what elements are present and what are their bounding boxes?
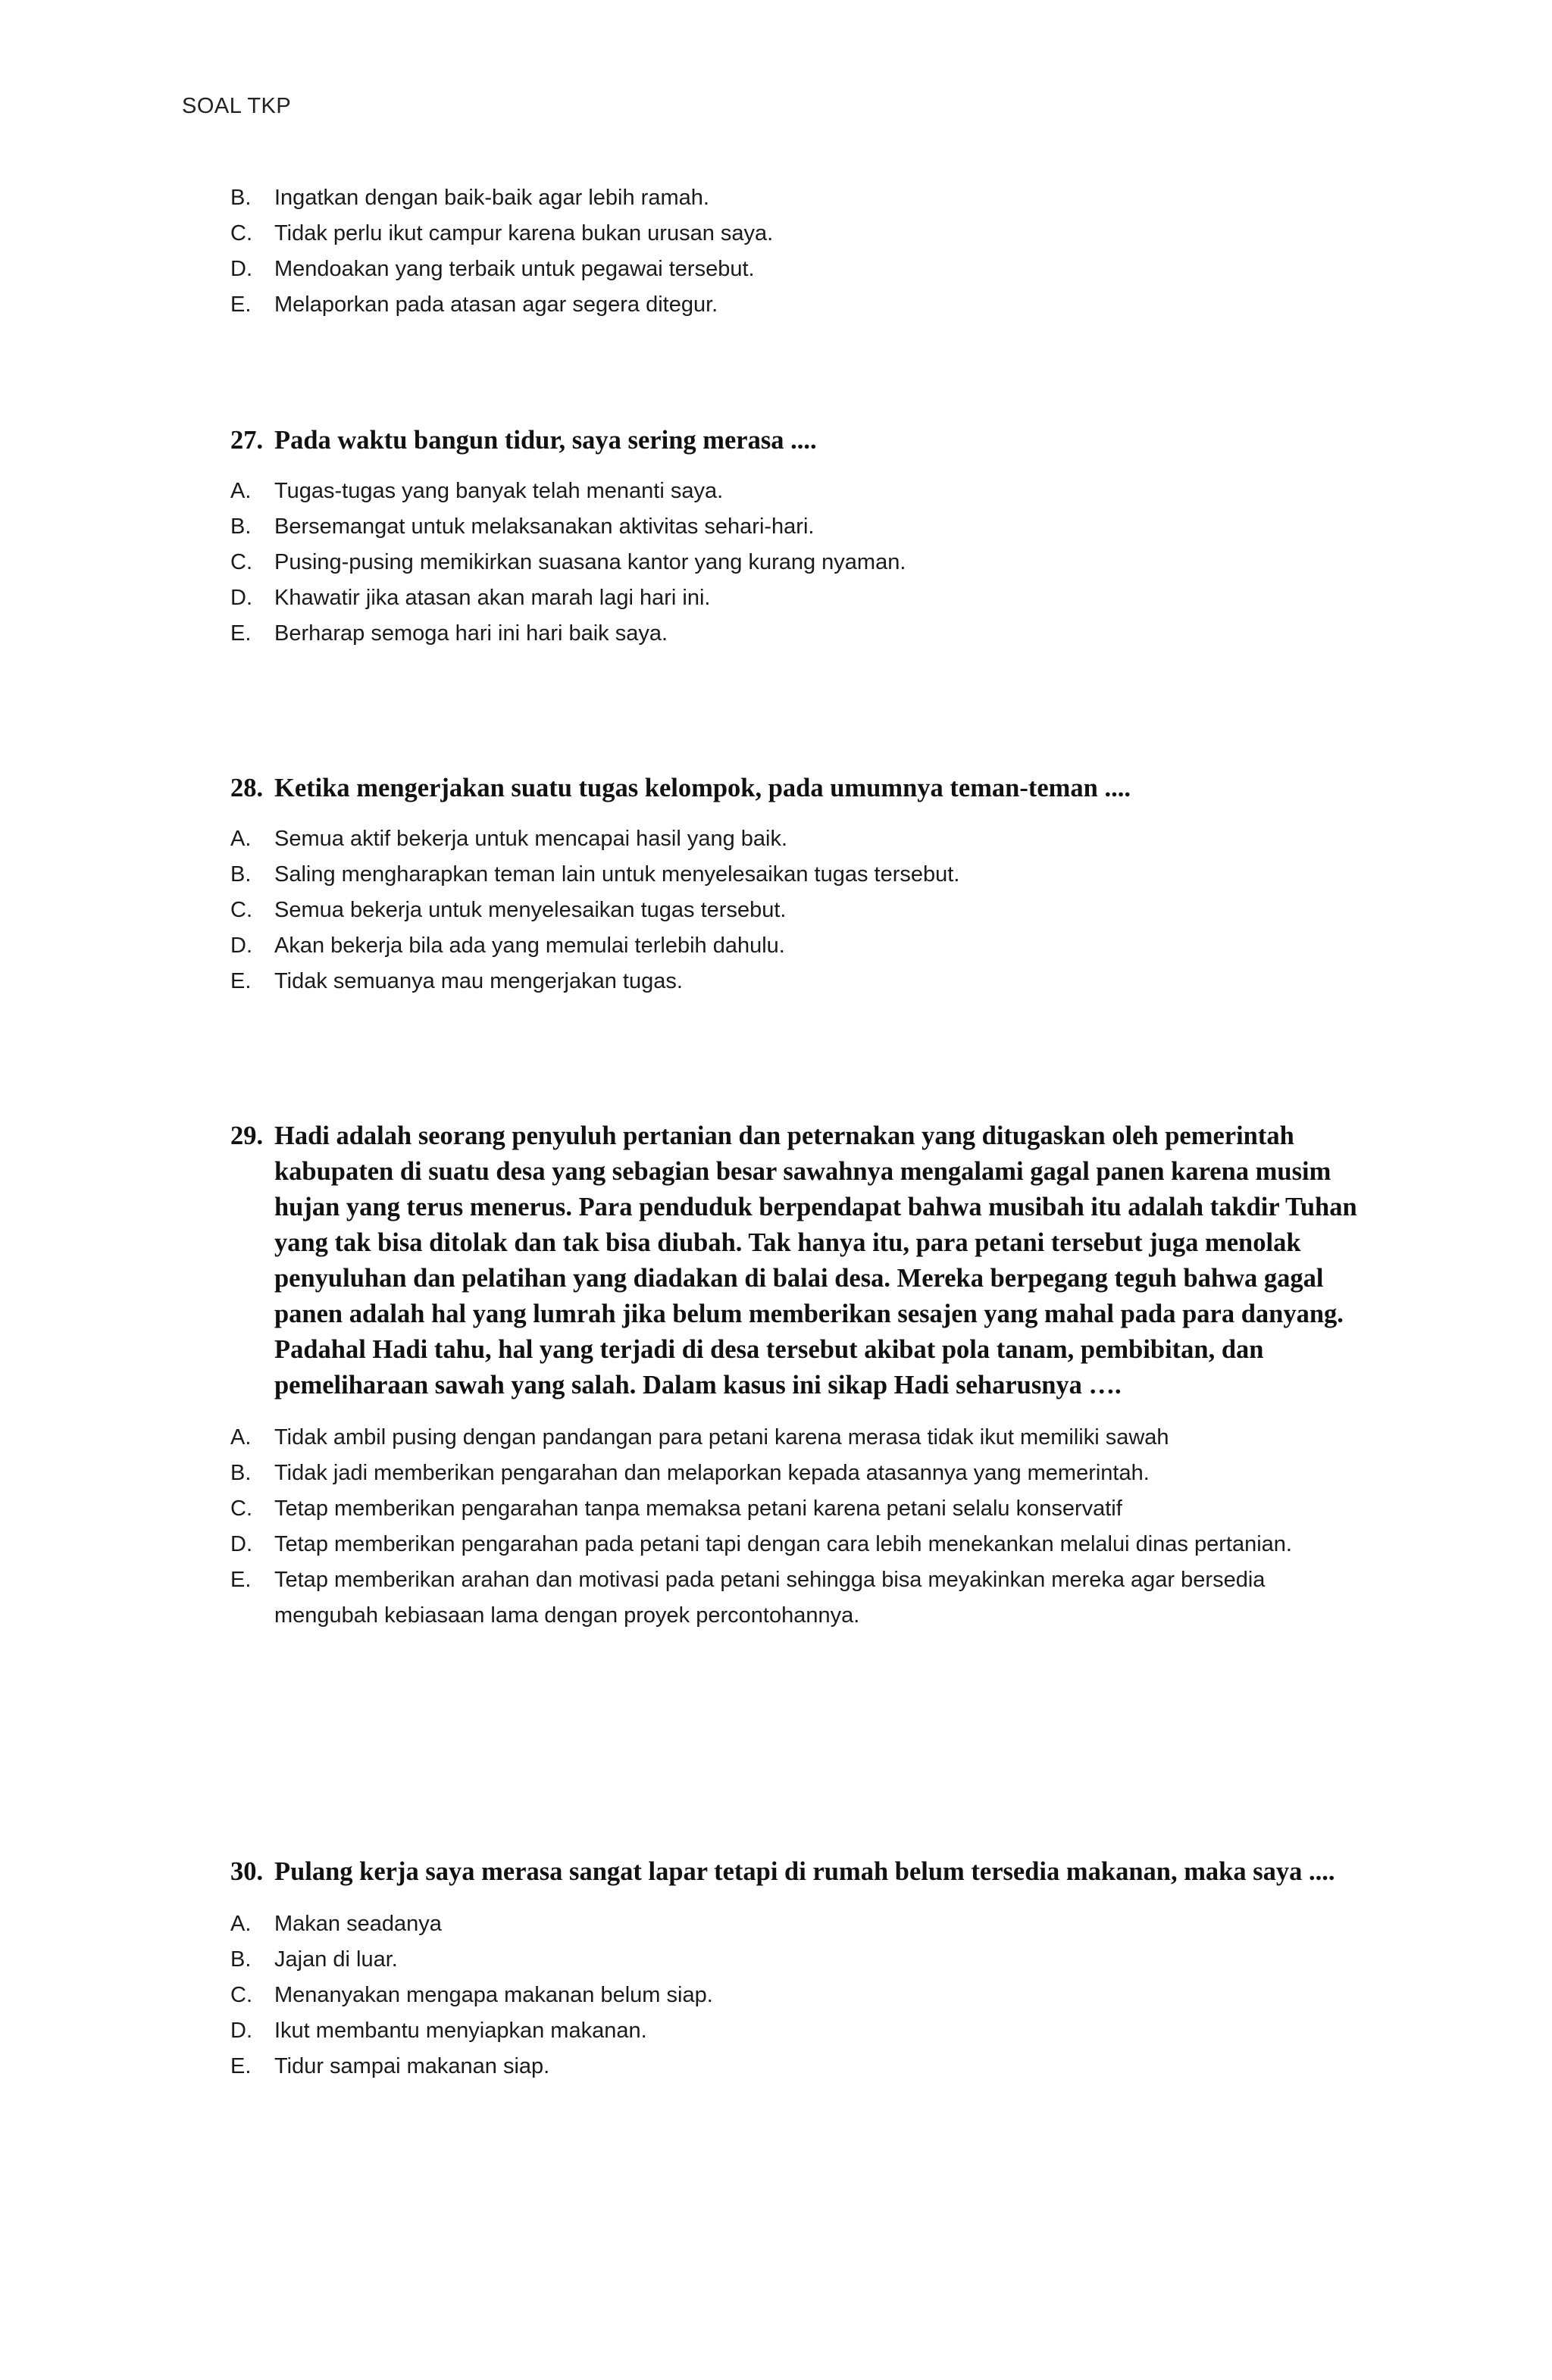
option-c: [230, 216, 1367, 252]
option-letter: B.: [230, 862, 252, 887]
option-letter: E.: [230, 621, 252, 646]
option-c: [230, 1491, 1367, 1527]
option-text: Tidak jadi memberikan pengarahan dan melaporkan kepada atasannya yang memerintah.: [274, 1461, 1150, 1485]
option-letter: E.: [230, 1568, 252, 1592]
option-text: Pusing-pusing memikirkan suasana kantor yang kurang nyaman.: [274, 550, 906, 574]
option-letter: D.: [230, 934, 252, 958]
option-e: [230, 2049, 1367, 2084]
question-text: Pada waktu bangun tidur, saya sering merasa ....: [274, 426, 817, 455]
option-text: Bersemangat untuk melaksanakan aktivitas sehari-hari.: [274, 514, 815, 539]
option-text: Saling mengharapkan teman lain untuk menyelesaikan tugas tersebut.: [274, 862, 960, 887]
option-text: Tetap memberikan pengarahan pada petani tapi dengan cara lebih menekankan melalui dinas pertanian.: [274, 1532, 1292, 1556]
option-text: Semua aktif bekerja untuk mencapai hasil yang baik.: [274, 827, 788, 851]
option-letter: C.: [230, 1496, 252, 1521]
option-c: [230, 1978, 1367, 2013]
option-letter: C.: [230, 898, 252, 922]
option-e: [230, 287, 1367, 323]
option-letter: D.: [230, 586, 252, 610]
question-stem: [230, 1118, 1367, 1403]
option-letter: A.: [230, 479, 252, 503]
option-letter: E.: [230, 2054, 252, 2078]
option-list: [230, 1420, 1367, 1634]
option-text: Tetap memberikan pengarahan tanpa memaksa petani karena petani selalu konservatif: [274, 1496, 1122, 1521]
option-letter: A.: [230, 827, 252, 851]
option-d: [230, 580, 1367, 616]
question-number: 28.: [230, 774, 264, 802]
option-text: Ikut membantu menyiapkan makanan.: [274, 2019, 647, 2043]
option-c: [230, 545, 1367, 580]
option-text: Akan bekerja bila ada yang memulai terlebih dahulu.: [274, 934, 785, 958]
question-text: Ketika mengerjakan suatu tugas kelompok, pada umumnya teman-teman ....: [274, 774, 1131, 802]
option-e: [230, 616, 1367, 652]
option-letter: C.: [230, 221, 252, 246]
option-list: [230, 821, 1367, 999]
option-b: [230, 180, 1367, 216]
option-a: [230, 1420, 1367, 1456]
option-text: Tidak perlu ikut campur karena bukan urusan saya.: [274, 221, 774, 246]
option-text: Tidak ambil pusing dengan pandangan para petani karena merasa tidak ikut memiliki sawah: [274, 1425, 1169, 1450]
option-a: [230, 474, 1367, 509]
option-letter: B.: [230, 1461, 252, 1485]
option-b: [230, 857, 1367, 893]
question-text: Pulang kerja saya merasa sangat lapar tetapi di rumah belum tersedia makanan, maka saya ....: [274, 1857, 1335, 1886]
question-stem: [230, 1854, 1367, 1890]
option-e: [230, 964, 1367, 999]
option-text: Ingatkan dengan baik-baik agar lebih ramah.: [274, 186, 709, 210]
question-28: [230, 771, 1367, 999]
question-30: [230, 1854, 1367, 2084]
option-list: [230, 180, 1367, 323]
question-number: 27.: [230, 426, 264, 455]
option-text: Tugas-tugas yang banyak telah menanti saya.: [274, 479, 724, 503]
option-letter: A.: [230, 1425, 252, 1450]
option-letter: A.: [230, 1912, 252, 1936]
option-d: [230, 928, 1367, 964]
option-letter: B.: [230, 514, 252, 539]
option-b: [230, 1942, 1367, 1978]
option-a: [230, 1906, 1367, 1942]
option-b: [230, 509, 1367, 545]
option-letter: B.: [230, 1947, 252, 1972]
question-stem: [230, 771, 1367, 806]
question-text: Hadi adalah seorang penyuluh pertanian dan peternakan yang ditugaskan oleh pemerintah kabupaten di suatu desa yang sebagian besar sawahnya mengalami gagal panen karena musim hujan yang terus menerus. Para penduduk berpendapat bahwa musibah itu adalah takdir Tuhan yang tak bisa ditolak dan tak bisa diubah. Tak hanya itu, para petani tersebut juga menolak penyuluhan dan pelatihan yang diadakan di balai desa. Mereka berpegang teguh bahwa gagal panen adalah hal yang lumrah jika belum memberikan sesajen yang mahal pada para danyang. Padahal Hadi tahu, hal yang terjadi di desa tersebut akibat pola tanam, pembibitan, dan pemeliharaan sawah yang salah. Dalam kasus ini sikap Hadi seharusnya ….: [274, 1121, 1357, 1400]
option-text: Jajan di luar.: [274, 1947, 398, 1972]
option-letter: B.: [230, 186, 252, 210]
option-c: [230, 893, 1367, 928]
option-letter: C.: [230, 1983, 252, 2007]
option-text: Tidak semuanya mau mengerjakan tugas.: [274, 969, 683, 993]
option-text: Berharap semoga hari ini hari baik saya.: [274, 621, 668, 646]
option-list: [230, 474, 1367, 652]
option-list: [230, 1906, 1367, 2084]
option-b: [230, 1456, 1367, 1491]
option-letter: D.: [230, 257, 252, 281]
question-number: 30.: [230, 1857, 264, 1886]
option-text: Melaporkan pada atasan agar segera ditegur.: [274, 292, 718, 317]
question-27: [230, 423, 1367, 652]
question-stem: [230, 423, 1367, 458]
option-letter: E.: [230, 969, 252, 993]
option-text: Makan seadanya: [274, 1912, 442, 1936]
option-text: Mendoakan yang terbaik untuk pegawai tersebut.: [274, 257, 755, 281]
option-letter: C.: [230, 550, 252, 574]
question-number: 29.: [230, 1121, 264, 1150]
previous-question-options: [230, 180, 1367, 323]
page-header: SOAL TKP: [182, 94, 292, 118]
option-e: [230, 1562, 1367, 1634]
option-letter: D.: [230, 1532, 252, 1556]
option-d: [230, 2013, 1367, 2049]
option-text: Tidur sampai makanan siap.: [274, 2054, 550, 2078]
option-text: Semua bekerja untuk menyelesaikan tugas tersebut.: [274, 898, 787, 922]
option-letter: E.: [230, 292, 252, 317]
option-d: [230, 1527, 1367, 1562]
option-text: Tetap memberikan arahan dan motivasi pada petani sehingga bisa meyakinkan mereka agar bersedia mengubah kebiasaan lama dengan proyek percontohannya.: [274, 1568, 1266, 1628]
option-d: [230, 252, 1367, 287]
option-text: Khawatir jika atasan akan marah lagi hari ini.: [274, 586, 711, 610]
question-29: [230, 1118, 1367, 1634]
option-a: [230, 821, 1367, 857]
option-letter: D.: [230, 2019, 252, 2043]
option-text: Menanyakan mengapa makanan belum siap.: [274, 1983, 713, 2007]
